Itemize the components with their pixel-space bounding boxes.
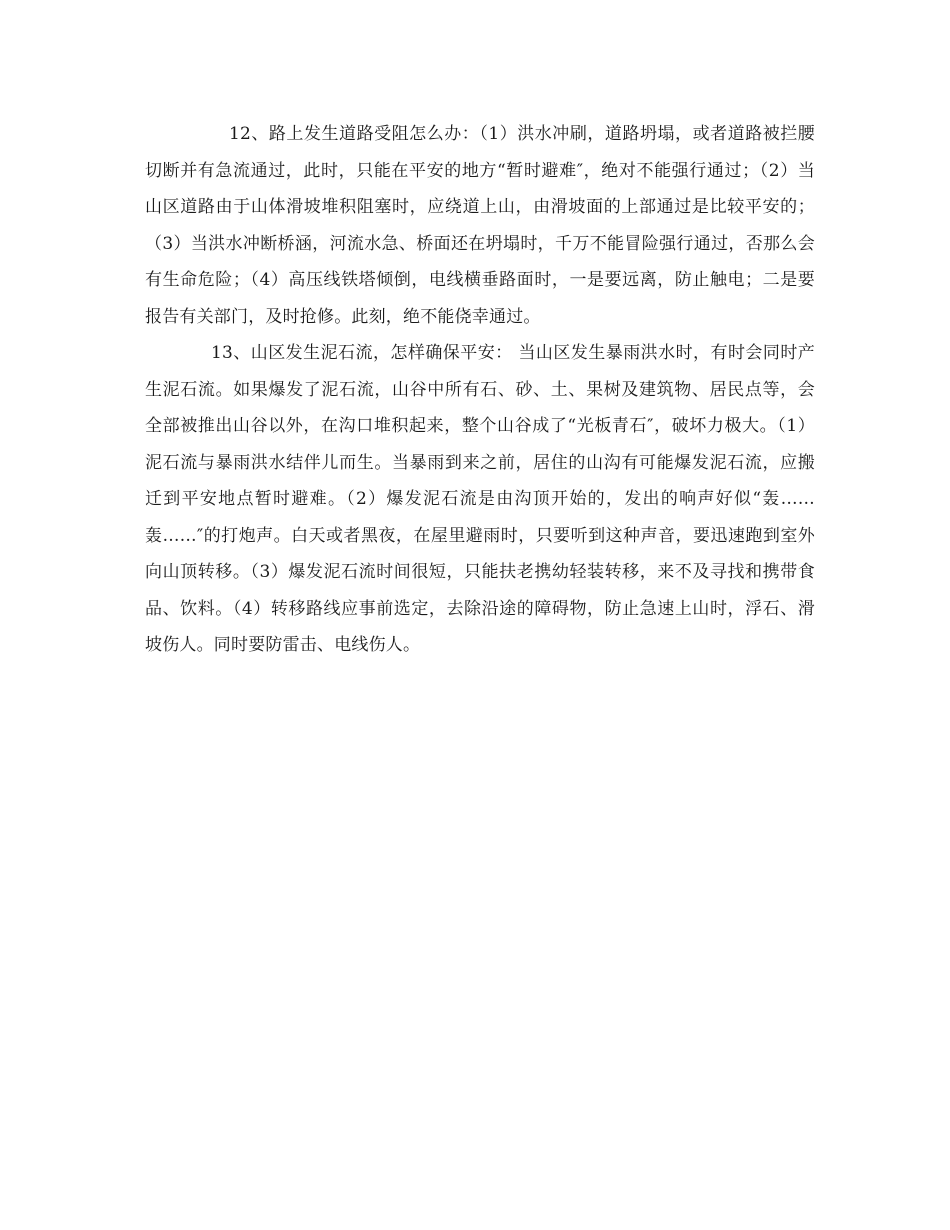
paragraph-road-blocked: 12、路上发生道路受阻怎么办：（1）洪水冲刷，道路坍塌，或者道路被拦腰切断并有急流通过，此时，只能在平安的地方“暂时避难″，绝对不能强行通过；（2）当山区道路由于山体滑坡堆积阻塞时，应绕道上山，由滑坡面的上部通过是比较平安的；（3）当洪水冲断桥涵，河流水急、桥面还在坍塌时，千万不能冒险强行通过，否那么会有生命危险；（4）高压线铁塔倾倒，电线横垂路面时，一是要远离，防止触电；二是要报告有关部门，及时抢修。此刻，绝不能侥幸通过。 — [145, 124, 815, 327]
document-body — [145, 116, 815, 664]
paragraph-mudslide-safety: 13、山区发生泥石流，怎样确保平安： 当山区发生暴雨洪水时，有时会同时产生泥石流。如果爆发了泥石流，山谷中所有石、砂、土、果树及建筑物、居民点等，会全部被推出山谷以外，在沟口堆积起来，整个山谷成了“光板青石″，破坏力极大。（1）泥石流与暴雨洪水结伴儿而生。当暴雨到来之前，居住的山沟有可能爆发泥石流，应搬迁到平安地点暂时避难。（2）爆发泥石流是由沟顶开始的，发出的响声好似“轰……轰……″的打炮声。白天或者黑夜，在屋里避雨时，只要听到这种声音，要迅速跑到室外向山顶转移。（3）爆发泥石流时间很短，只能扶老携幼轻装转移，来不及寻找和携带食品、饮料。（4）转移路线应事前选定，去除沿途的障碍物，防止急速上山时，浮石、滑坡伤人。同时要防雷击、电线伤人。 — [145, 343, 815, 655]
